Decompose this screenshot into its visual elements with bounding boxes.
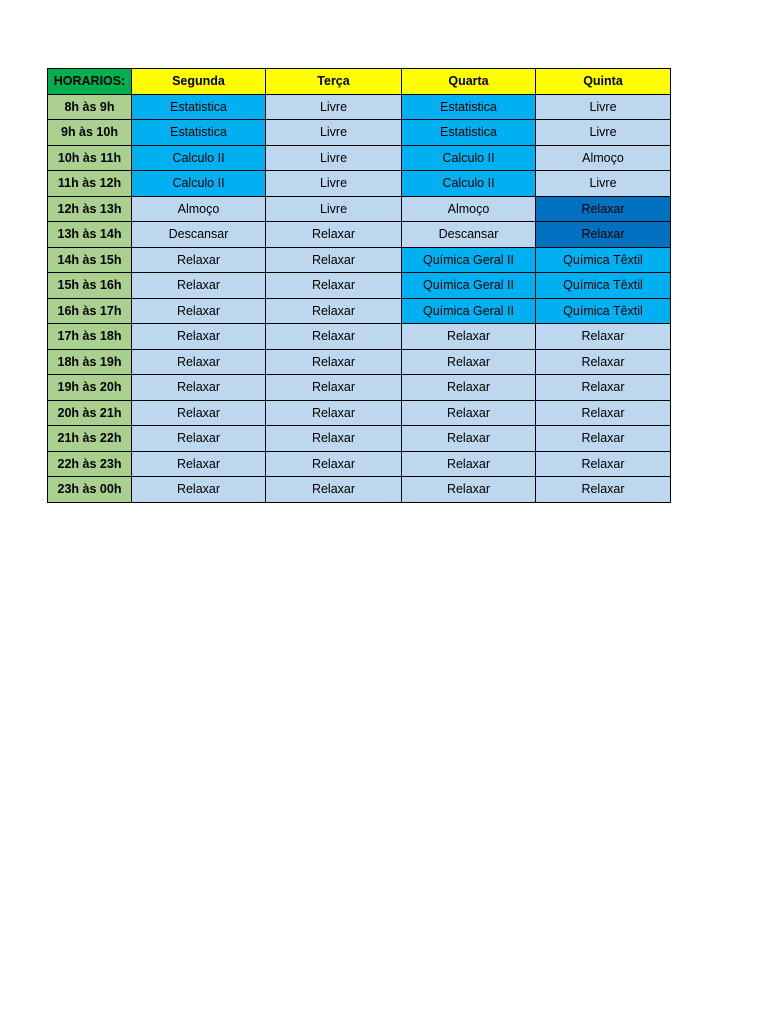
schedule-cell[interactable]: Química Geral II bbox=[402, 273, 536, 299]
time-slot-cell[interactable]: 10h às 11h bbox=[48, 145, 132, 171]
schedule-cell[interactable]: Relaxar bbox=[536, 222, 671, 248]
table-row bbox=[48, 426, 671, 452]
schedule-cell[interactable]: Relaxar bbox=[536, 400, 671, 426]
schedule-cell[interactable]: Relaxar bbox=[266, 298, 402, 324]
time-slot-cell[interactable]: 18h às 19h bbox=[48, 349, 132, 375]
schedule-cell[interactable]: Descansar bbox=[132, 222, 266, 248]
table-row bbox=[48, 196, 671, 222]
schedule-cell[interactable]: Relaxar bbox=[132, 426, 266, 452]
schedule-cell[interactable]: Descansar bbox=[402, 222, 536, 248]
schedule-cell[interactable]: Relaxar bbox=[266, 349, 402, 375]
schedule-body bbox=[48, 94, 671, 502]
schedule-cell[interactable]: Relaxar bbox=[266, 426, 402, 452]
time-slot-cell[interactable]: 16h às 17h bbox=[48, 298, 132, 324]
table-row bbox=[48, 145, 671, 171]
schedule-cell[interactable]: Relaxar bbox=[132, 375, 266, 401]
schedule-cell[interactable]: Relaxar bbox=[266, 400, 402, 426]
schedule-cell[interactable]: Química Geral II bbox=[402, 247, 536, 273]
schedule-cell[interactable]: Relaxar bbox=[402, 349, 536, 375]
table-row bbox=[48, 222, 671, 248]
schedule-cell[interactable]: Relaxar bbox=[132, 247, 266, 273]
schedule-cell[interactable]: Relaxar bbox=[266, 247, 402, 273]
schedule-cell[interactable]: Livre bbox=[266, 145, 402, 171]
schedule-cell[interactable]: Relaxar bbox=[132, 324, 266, 350]
schedule-cell[interactable]: Almoço bbox=[536, 145, 671, 171]
schedule-cell[interactable]: Livre bbox=[266, 196, 402, 222]
schedule-cell[interactable]: Relaxar bbox=[132, 451, 266, 477]
table-row bbox=[48, 375, 671, 401]
time-slot-cell[interactable]: 11h às 12h bbox=[48, 171, 132, 197]
schedule-cell[interactable]: Relaxar bbox=[536, 196, 671, 222]
schedule-cell[interactable]: Relaxar bbox=[132, 273, 266, 299]
schedule-cell[interactable]: Relaxar bbox=[266, 273, 402, 299]
schedule-cell[interactable]: Livre bbox=[266, 171, 402, 197]
schedule-sheet bbox=[47, 68, 670, 503]
schedule-cell[interactable]: Livre bbox=[266, 120, 402, 146]
schedule-cell[interactable]: Relaxar bbox=[402, 426, 536, 452]
schedule-cell[interactable]: Relaxar bbox=[266, 477, 402, 503]
schedule-cell[interactable]: Relaxar bbox=[402, 451, 536, 477]
header-row bbox=[48, 69, 671, 95]
schedule-cell[interactable]: Livre bbox=[266, 94, 402, 120]
time-slot-cell[interactable]: 14h às 15h bbox=[48, 247, 132, 273]
table-row bbox=[48, 247, 671, 273]
table-row bbox=[48, 477, 671, 503]
schedule-cell[interactable]: Relaxar bbox=[402, 477, 536, 503]
schedule-cell[interactable]: Relaxar bbox=[402, 375, 536, 401]
schedule-cell[interactable]: Química Geral II bbox=[402, 298, 536, 324]
day-header-segunda[interactable]: Segunda bbox=[132, 69, 266, 95]
time-slot-cell[interactable]: 21h às 22h bbox=[48, 426, 132, 452]
schedule-cell[interactable]: Estatistica bbox=[402, 94, 536, 120]
schedule-cell[interactable]: Livre bbox=[536, 94, 671, 120]
schedule-cell[interactable]: Almoço bbox=[132, 196, 266, 222]
schedule-cell[interactable]: Estatistica bbox=[132, 94, 266, 120]
schedule-cell[interactable]: Química Têxtil bbox=[536, 247, 671, 273]
schedule-cell[interactable]: Relaxar bbox=[132, 298, 266, 324]
schedule-table bbox=[47, 68, 671, 503]
table-row bbox=[48, 324, 671, 350]
time-slot-cell[interactable]: 17h às 18h bbox=[48, 324, 132, 350]
schedule-cell[interactable]: Calculo II bbox=[402, 171, 536, 197]
schedule-cell[interactable]: Relaxar bbox=[266, 451, 402, 477]
table-row bbox=[48, 94, 671, 120]
time-slot-cell[interactable]: 13h às 14h bbox=[48, 222, 132, 248]
schedule-cell[interactable]: Calculo II bbox=[132, 171, 266, 197]
schedule-cell[interactable]: Química Têxtil bbox=[536, 298, 671, 324]
table-row bbox=[48, 298, 671, 324]
schedule-cell[interactable]: Livre bbox=[536, 120, 671, 146]
table-row bbox=[48, 349, 671, 375]
schedule-cell[interactable]: Relaxar bbox=[536, 477, 671, 503]
schedule-cell[interactable]: Calculo II bbox=[402, 145, 536, 171]
table-row bbox=[48, 171, 671, 197]
horarios-header[interactable]: HORARIOS: bbox=[48, 69, 132, 95]
schedule-cell[interactable]: Relaxar bbox=[132, 400, 266, 426]
day-header-quarta[interactable]: Quarta bbox=[402, 69, 536, 95]
schedule-cell[interactable]: Almoço bbox=[402, 196, 536, 222]
time-slot-cell[interactable]: 22h às 23h bbox=[48, 451, 132, 477]
schedule-cell[interactable]: Relaxar bbox=[266, 222, 402, 248]
schedule-cell[interactable]: Química Têxtil bbox=[536, 273, 671, 299]
schedule-cell[interactable]: Relaxar bbox=[536, 426, 671, 452]
schedule-cell[interactable]: Relaxar bbox=[402, 400, 536, 426]
time-slot-cell[interactable]: 23h às 00h bbox=[48, 477, 132, 503]
schedule-cell[interactable]: Relaxar bbox=[536, 451, 671, 477]
table-row bbox=[48, 451, 671, 477]
schedule-cell[interactable]: Relaxar bbox=[132, 349, 266, 375]
schedule-cell[interactable]: Relaxar bbox=[536, 349, 671, 375]
time-slot-cell[interactable]: 19h às 20h bbox=[48, 375, 132, 401]
schedule-cell[interactable]: Calculo II bbox=[132, 145, 266, 171]
time-slot-cell[interactable]: 20h às 21h bbox=[48, 400, 132, 426]
schedule-cell[interactable]: Relaxar bbox=[536, 375, 671, 401]
schedule-cell[interactable]: Relaxar bbox=[266, 375, 402, 401]
schedule-cell[interactable]: Relaxar bbox=[266, 324, 402, 350]
schedule-cell[interactable]: Estatistica bbox=[132, 120, 266, 146]
schedule-cell[interactable]: Relaxar bbox=[402, 324, 536, 350]
schedule-cell[interactable]: Livre bbox=[536, 171, 671, 197]
day-header-quinta[interactable]: Quinta bbox=[536, 69, 671, 95]
time-slot-cell[interactable]: 15h às 16h bbox=[48, 273, 132, 299]
schedule-cell[interactable]: Relaxar bbox=[536, 324, 671, 350]
table-row bbox=[48, 120, 671, 146]
schedule-cell[interactable]: Relaxar bbox=[132, 477, 266, 503]
table-row bbox=[48, 273, 671, 299]
table-row bbox=[48, 400, 671, 426]
day-header-terca[interactable]: Terça bbox=[266, 69, 402, 95]
time-slot-cell[interactable]: 9h às 10h bbox=[48, 120, 132, 146]
schedule-cell[interactable]: Estatistica bbox=[402, 120, 536, 146]
time-slot-cell[interactable]: 12h às 13h bbox=[48, 196, 132, 222]
time-slot-cell[interactable]: 8h às 9h bbox=[48, 94, 132, 120]
